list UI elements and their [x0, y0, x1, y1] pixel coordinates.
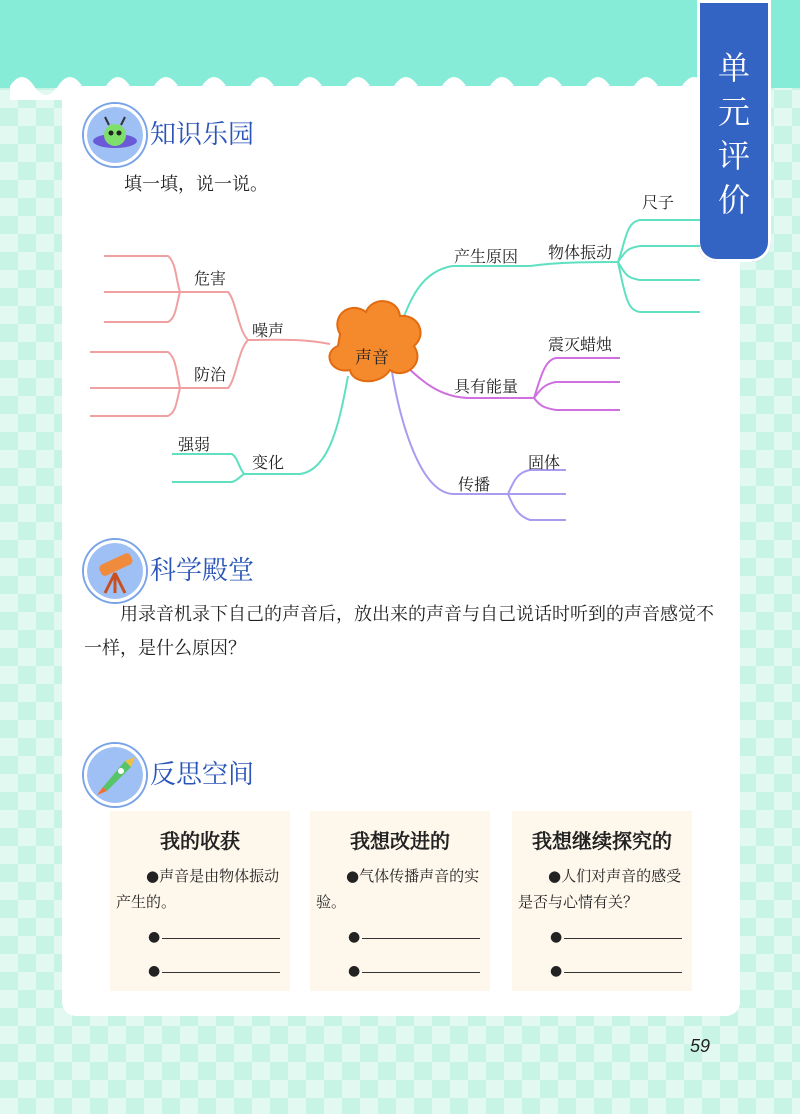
box-title: 我想改进的	[350, 829, 450, 853]
box-title: 我的收获	[160, 829, 240, 853]
reflection-box-gains	[110, 811, 290, 991]
blank-line: ●	[148, 963, 280, 979]
box-text: ●人们对声音的感受是否与心情有关？	[518, 867, 682, 911]
box-title: 我想继续探究的	[532, 829, 672, 853]
instruction-text: 填一填，说一说。	[124, 174, 268, 195]
node-prevent: 防治	[194, 365, 227, 384]
node-energy: 具有能量	[454, 377, 519, 396]
science-question: 用录音机录下自己的声音后，放出来的声音与自己说话时听到的声音感觉不一样，是什么原因？	[84, 604, 714, 659]
page-number: 59	[690, 1036, 711, 1056]
node-harm: 危害	[194, 269, 227, 288]
rocket-icon	[84, 744, 146, 806]
blank-line: ●	[550, 929, 682, 945]
center-cloud	[329, 301, 420, 381]
tab-char: 评	[717, 137, 750, 175]
node-spread: 传播	[458, 475, 491, 494]
node-cause: 产生原因	[454, 247, 519, 266]
reflection-box-improve	[310, 811, 490, 991]
blank-line: ●	[348, 963, 480, 979]
node-strength: 强弱	[178, 435, 211, 454]
cause-branch	[398, 220, 700, 332]
node-noise: 噪声	[252, 321, 285, 340]
section-title: 反思空间	[150, 760, 255, 790]
node-change: 变化	[252, 453, 285, 472]
tab-char: 单	[717, 49, 750, 87]
reflection-box-explore	[512, 811, 692, 991]
node-candle: 震灭蜡烛	[548, 335, 613, 354]
tab-char: 价	[717, 181, 750, 219]
node-ruler: 尺子	[642, 193, 675, 212]
telescope-icon	[84, 540, 146, 602]
box-text: ●气体传播声音的实验。	[316, 867, 480, 911]
blank-line: ●	[148, 929, 280, 945]
node-vibration: 物体振动	[548, 243, 613, 262]
box-text: ●声音是由物体振动产生的。	[116, 867, 280, 911]
blank-line: ●	[550, 963, 682, 979]
section-title: 知识乐园	[150, 120, 255, 150]
tab-char: 元	[717, 93, 750, 131]
blank-line: ●	[348, 929, 480, 945]
node-solid: 固体	[528, 453, 561, 472]
center-node: 声音	[355, 348, 389, 368]
section-title: 科学殿堂	[150, 556, 255, 586]
